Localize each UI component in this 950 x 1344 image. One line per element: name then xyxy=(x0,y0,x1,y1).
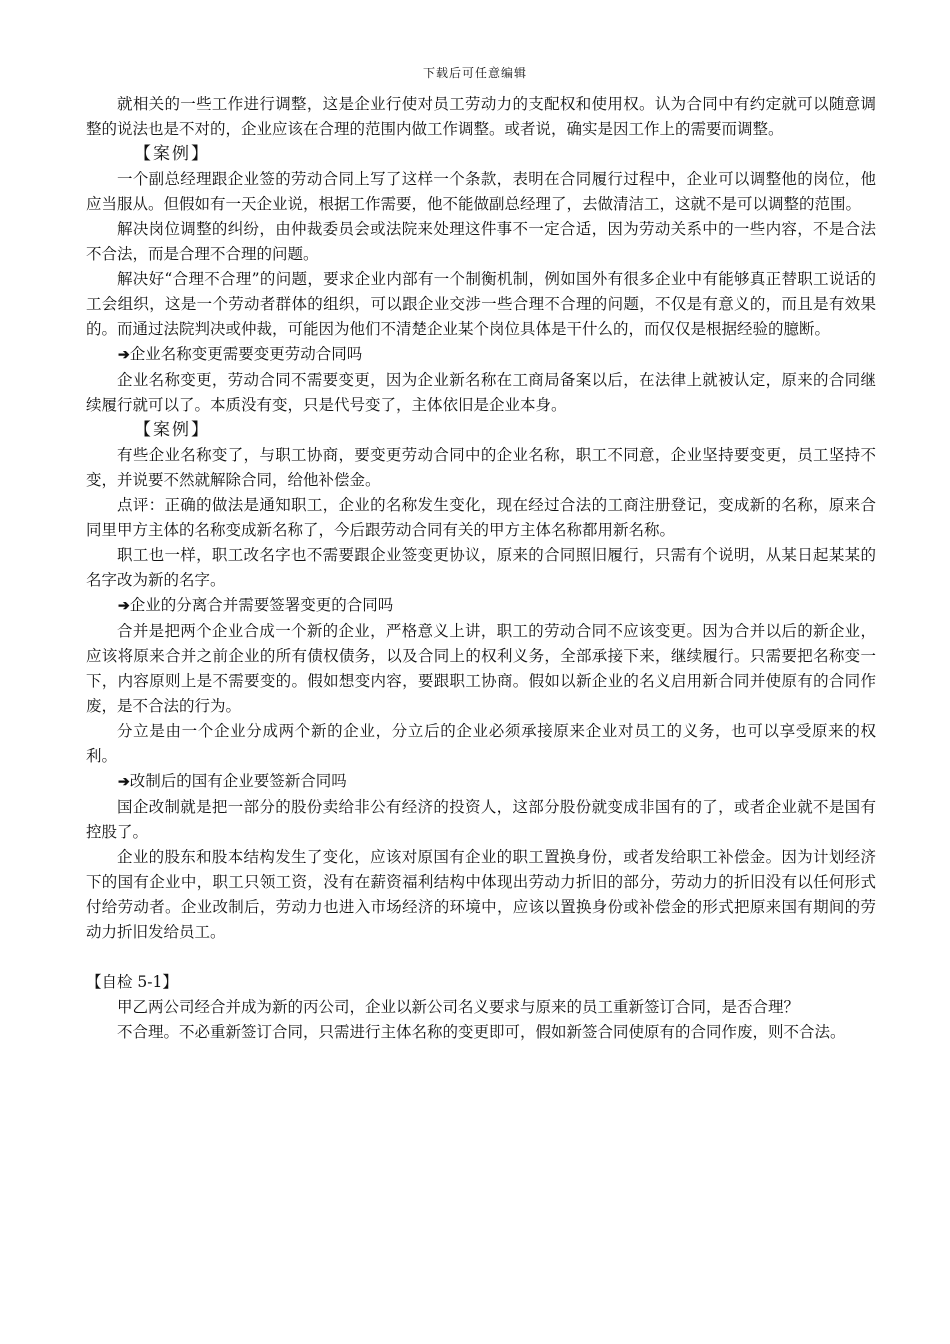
paragraph: 一个副总经理跟企业签的劳动合同上写了这样一个条款，表明在合同履行过程中，企业可以调整他的岗位，他应当服从。但假如有一天企业说，根据工作需要，他不能做副总经理了，去做清洁工，这就不是可以调整的范围。 xyxy=(86,170,876,213)
paragraph: 点评：正确的做法是通知职工，企业的名称发生变化，现在经过合法的工商注册登记，变成新的名称，原来合同里甲方主体的名称变成新名称了，今后跟劳动合同有关的甲方主体名称都用新名称。 xyxy=(86,496,876,539)
section-heading: ➔企业的分离合并需要签署变更的合同吗 xyxy=(118,596,394,614)
case-heading: 【案例】 xyxy=(134,420,210,440)
paragraph: 企业的股东和股本结构发生了变化，应该对原国有企业的职工置换身份，或者发给职工补偿金。因为计划经济下的国有企业中，职工只领工资，没有在薪资福利结构中体现出劳动力折旧的部分，劳动力的折旧没有以任何形式付给劳动者。企业改制后，劳动力也进入市场经济的环境中，应该以置换身份或补偿金的形式把原来国有期间的劳动力折旧发给员工。 xyxy=(86,848,876,941)
section-heading: ➔企业名称变更需要变更劳动合同吗 xyxy=(118,345,363,363)
paragraph: 解决好“合理不合理”的问题，要求企业内部有一个制衡机制，例如国外有很多企业中有能够真正替职工说话的工会组织，这是一个劳动者群体的组织，可以跟企业交涉一些合理不合理的问题，不仅是有意义的，而且是有效果的。而通过法院判决或仲裁，可能因为他们不清楚企业某个岗位具体是干什么的，而仅仅是根据经验的臆断。 xyxy=(86,270,876,338)
paragraph: 国企改制就是把一部分的股份卖给非公有经济的投资人，这部分股份就变成非国有的了，或者企业就不是国有控股了。 xyxy=(86,798,876,841)
paragraph: 合并是把两个企业合成一个新的企业，严格意义上讲，职工的劳动合同不应该变更。因为合并以后的新企业，应该将原来合并之前企业的所有债权债务，以及合同上的权利义务，全部承接下来，继续履行。只需要把名称变一下，内容原则上是不需要变的。假如想变内容，要跟职工协商。假如以新企业的名义启用新合同并使原有的合同作废，是不合法的行为。 xyxy=(86,622,876,715)
paragraph: 解决岗位调整的纠纷，由仲裁委员会或法院来处理这件事不一定合适，因为劳动关系中的一些内容，不是合法不合法，而是合理不合理的问题。 xyxy=(86,220,876,263)
self-check-heading: 【自检 5-1】 xyxy=(86,973,178,991)
paragraph: 职工也一样，职工改名字也不需要跟企业签变更协议，原来的合同照旧履行，只需有个说明，从某日起某某的名字改为新的名字。 xyxy=(86,546,876,589)
spacer xyxy=(86,945,876,970)
document-body xyxy=(86,92,876,1045)
paragraph: 甲乙两公司经合并成为新的丙公司，企业以新公司名义要求与原来的员工重新签订合同，是否合理？ xyxy=(117,998,800,1016)
paragraph: 分立是由一个企业分成两个新的企业，分立后的企业必须承接原来企业对员工的义务，也可以享受原来的权利。 xyxy=(86,722,876,765)
paragraph: 有些企业名称变了，与职工协商，要变更劳动合同中的企业名称，职工不同意，企业坚持要变更，员工坚持不变，并说要不然就解除合同，给他补偿金。 xyxy=(86,446,876,489)
right-arrow-icon: ➔ xyxy=(118,774,130,790)
case-heading: 【案例】 xyxy=(134,144,210,164)
right-arrow-icon: ➔ xyxy=(118,598,130,614)
page-header: 下载后可任意编辑 xyxy=(422,66,527,80)
section-heading: ➔改制后的国有企业要签新合同吗 xyxy=(118,772,347,790)
paragraph: 就相关的一些工作进行调整，这是企业行使对员工劳动力的支配权和使用权。认为合同中有约定就可以随意调整的说法也是不对的，企业应该在合理的范围内做工作调整。或者说，确实是因工作上的需要而调整。 xyxy=(86,95,876,138)
paragraph: 企业名称变更，劳动合同不需要变更，因为企业新名称在工商局备案以后，在法律上就被认定，原来的合同继续履行就可以了。本质没有变，只是代号变了，主体依旧是企业本身。 xyxy=(86,371,876,414)
paragraph: 不合理。不必重新签订合同，只需进行主体名称的变更即可，假如新签合同使原有的合同作废，则不合法。 xyxy=(117,1023,846,1041)
right-arrow-icon: ➔ xyxy=(118,347,130,363)
